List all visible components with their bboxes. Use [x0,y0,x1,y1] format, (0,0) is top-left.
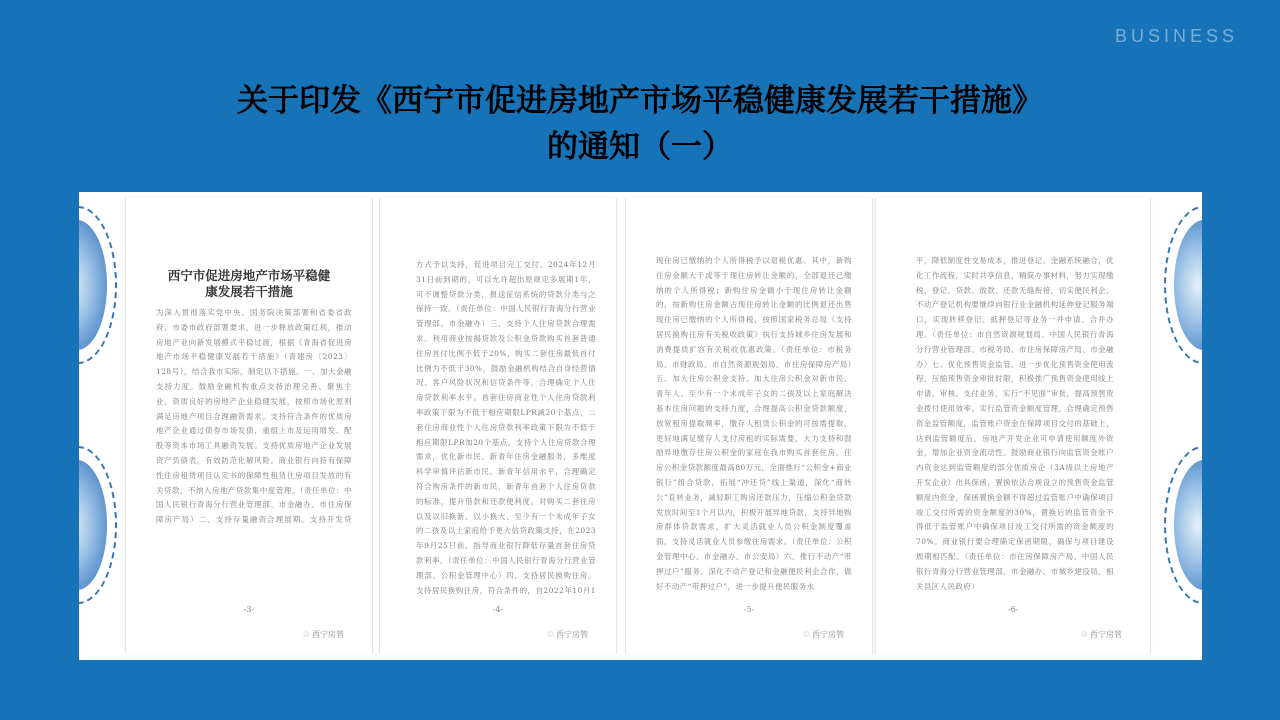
brand-label: BUSINESS [1114,26,1238,46]
page-2-logo-text: 西宁房管 [556,630,588,639]
document-page-4 [875,198,1151,654]
logo-mark-icon: ♲ [1080,630,1088,639]
page-2-number: -4- [492,605,504,614]
right-top-dashed-ring [1164,206,1202,364]
page-1-logo-text: 西宁房管 [312,630,344,639]
page-title [0,78,1280,170]
left-top-dashed-ring [79,206,117,364]
document-page-1 [125,198,373,654]
document-panel [79,192,1202,660]
page-3-text: 现住房已缴纳的个人所得税予以退税优惠。其中，新购住房金额大于或等于现住房转让金额的，全部退还已缴纳的个人所得税；新购住房金额小于现住房转让金额的，按新购住房金额占现住房转让金额的比例退还出售现住房已缴纳的个人所得税，按照国家税务总局《支持居民换购住房有关税收政策》执行支持城乡住房发展和消费提质扩容有关税收优惠政策。（责任单位：市税务局、市财政局、市自然资源规划局、市住房保障房产局）五、加大住房公积金支持。加大住房公积金对新市民、青年人、至少有一个未成年子女的二孩及以上家庭解决基本住房问题的支持力度，合理提高公积金贷款额度，放宽租房提取频率，缴存人租赁公积金的可按需提取，更好地满足缴存人支付房租的实际需要，大力支持和鼓励异地缴存住房公积金的家庭在我市购买首套住房。住房公积金贷款额度最高80万元，全面推行“公积金+商业银行”组合贷款，拓展“冲还贷”线上渠道，深化“商转公”直转业务，减轻职工购房还款压力，压缩公积金贷款发放时间至1个月以内，积极开展异地贷款，支持异地购房群体贷款需求，扩大灵活就业人员公积金制度覆盖面，支持灵活就业人员参缴住房需求。（责任单位：公积金管理中心、市金融办、市公安局）六、推行不动产“带押过户”服务。深化不动产登记和金融便民利企合作，做好不动产“带押过户”，进一步提升便民服务水 [656,256,852,591]
page-4-logo-text: 西宁房管 [1090,630,1122,639]
page-3-logo [803,629,844,640]
page-4-number: -6- [1007,605,1019,614]
right-bottom-dashed-ring [1164,446,1202,604]
page-3-logo-text: 西宁房管 [812,630,844,639]
page-title-line-1: 关于印发《西宁市促进房地产市场平稳健康发展若干措施》 [237,83,1043,119]
page-2-logo [547,629,588,640]
page-title-line-2: 的通知（一） [547,129,733,165]
logo-mark-icon: ♲ [302,630,310,639]
document-title: 西宁市促进房地产市场平稳健康发展若干措施 [167,268,331,299]
page-2-text: 方式予以支持，促进项目完工交付。2024年12月31日前到期的，可以允许超出原规定多展期1年，可不调整贷款分类，报送征信系统的贷款分类与之保持一致。（责任单位：中国人民银行青海分行营业管理部、市金融办）三、支持个人住房贷款合理需求。利用商业按揭贷款及公积金贷款购买首套普通住房首付比例不低于20%，购买二套住房最低首付比例为不低于30%，鼓励金融机构结合自身经营情况、客户风险状况和信贷条件等，合理确定个人住房贷款利率水平。首套住房商业性个人住房贷款利率政策下限为不低于相应期限LPR减20个基点，二套住房商业性个人住房贷款利率政策下限为不低于相应期限LPR加20个基点。支持个人住房贷款合理需求，优化新市民、新青年住房金融服务，多维度科学审慎评估新市民、新青年信用水平，合理确定符合购房条件的新市民、新青年首套个人住房贷款的标准，提升借款和还款便利度。对购买二套住房以及以旧换新、以小换大、至少有一个未成年子女的二孩及以上家庭给予更大信贷政策支持，在2023年9月25日前，指导商业银行降低存量首套住房贷款利率。（责任单位：中国人民银行青海分行营业管理部、公积金管理中心）四、支持居民换购住房。支持居民换购住房，符合条件的，自2022年10月1 [416,260,596,595]
logo-mark-icon: ♲ [802,630,810,639]
left-bottom-dashed-ring [79,446,117,604]
page-1-logo [303,629,344,640]
document-page-2 [379,198,617,654]
page-1-number: -3- [243,605,255,614]
page-3-number: -5- [743,605,755,614]
logo-mark-icon: ♲ [546,630,554,639]
page-1-text: 为深入贯彻落实党中央、国务院决策部署和省委省政府、市委市政府部署要求，进一步释放政策红利，推动房地产业向新发展模式平稳过渡，根据《青海省促进房地产市场平稳健康发展若干措施》（青建房〔2023〕128号），结合我市实际，制定以下措施。一、加大金融支持力度。鼓励金融机构重点支持治理完善、聚焦主业、资质良好的房地产企业稳健发展，按照市场化原则满足房地产项目合理融资需求。支持符合条件的优质房地产企业通过债券市场发债、重组上市及运用增发、配股等资本市场工具融资发展。支持优质房地产企业发展资产负债表，有效防范化解风险。商业银行向持有保障性住房租赁项目认定书的保障性租赁住房项目发放的有关贷款，不纳入房地产贷款集中度管理。（责任单位：中国人民银行青海分行营业管理部、市金融办、市住房保障房产局）二、支持存量融资合理展期。支持开发贷 [156,308,352,525]
page-4-text: 平，降低制度性交易成本，推进登记、金融系统融合，优化工作流程，实时共享信息，精简办事材料，努力实现缴税、登记、贷款、放款、还款无缝衔接，切实便民利企，不动产登记机构要继续向银行业金融机构延伸登记服务端口，实现转移登记、抵押登记等业务一并申请、合并办理。（责任单位：市自然资源规划局、中国人民银行青海分行营业管理部、市税务局、市住房保障房产局、市金融办）七、优化预售资金监管。进一步优化预售资金使用流程，压缩预售资金审批时限，积极推广预售资金使用线上申请、审核、支付业务，实行“不见面”审批，提高预售资金拨付使用效率。实行监管资金额度管理，合理确定预售资金监管额度，监管账户资金在保障项目交付的基础上，达到监管额度后，房地产开发企业可申请使用额度外资金，增加企业资金流动性。鼓励商业银行向监管资金账户内资金达到监管额度的部分优质房企（3A级以上房地产开发企业）出具保函，置换依法合规设立的预售资金监管额度内资金，保函置换金额不得超过监管账户中确保项目竣工交付所需的资金额度的30%，置换后的监管资金不得低于监管账户中确保项目竣工交付所需的资金额度的70%。商业银行要合理确定保函期限，确保与项目建设周期相匹配。（责任单位：市住房保障房产局、中国人民银行青海分行营业管理部、市金融办、市城乡建设局、相关县区人民政府） [916,256,1114,591]
document-page-3 [625,198,873,654]
page-4-logo [1081,629,1122,640]
